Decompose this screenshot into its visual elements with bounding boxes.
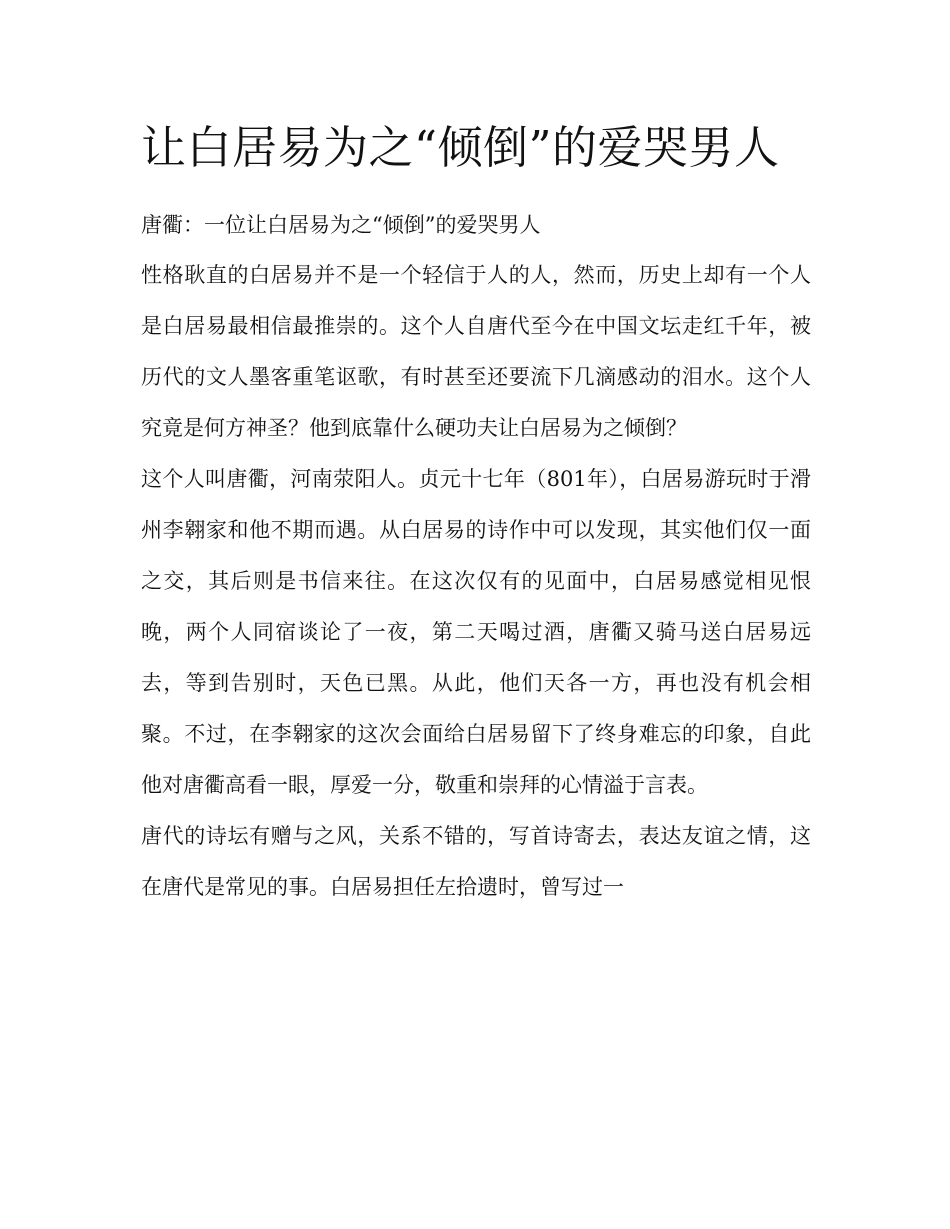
document-subtitle: 唐衢：一位让白居易为之“倾倒”的爱哭男人 bbox=[141, 213, 541, 237]
paragraph-intro: 性格耿直的白居易并不是一个轻信于人的人，然而，历史上却有一个人是白居易最相信最推崇的。这个人自唐代至今在中国文坛走红千年，被历代的文人墨客重笔讴歌，有时甚至还要流下几滴感动的泪水。这个人究竟是何方神圣？他到底靠什么硬功夫让白居易为之倾倒？ bbox=[141, 263, 811, 440]
paragraph-meeting: 这个人叫唐衢，河南荥阳人。贞元十七年（801年），白居易游玩时于滑州李翱家和他不期而遇。从白居易的诗作中可以发现，其实他们仅一面之交，其后则是书信来往。在这次仅有的见面中，白居易感觉相见恨晚，两个人同宿谈论了一夜，第二天喝过酒，唐衢又骑马送白居易远去，等到告别时，天色已黑。从此，他们天各一方，再也没有机会相聚。不过，在李翱家的这次会面给白居易留下了终身难忘的印象，自此他对唐衢高看一眼，厚爱一分，敬重和崇拜的心情溢于言表。 bbox=[141, 467, 811, 797]
document-body bbox=[141, 114, 811, 913]
document-title: 让白居易为之“倾倒”的爱哭男人 bbox=[141, 121, 780, 174]
paragraph-poetry: 唐代的诗坛有赠与之风，关系不错的，写首诗寄去，表达友谊之情，这在唐代是常见的事。白居易担任左拾遗时，曾写过一 bbox=[141, 824, 811, 899]
